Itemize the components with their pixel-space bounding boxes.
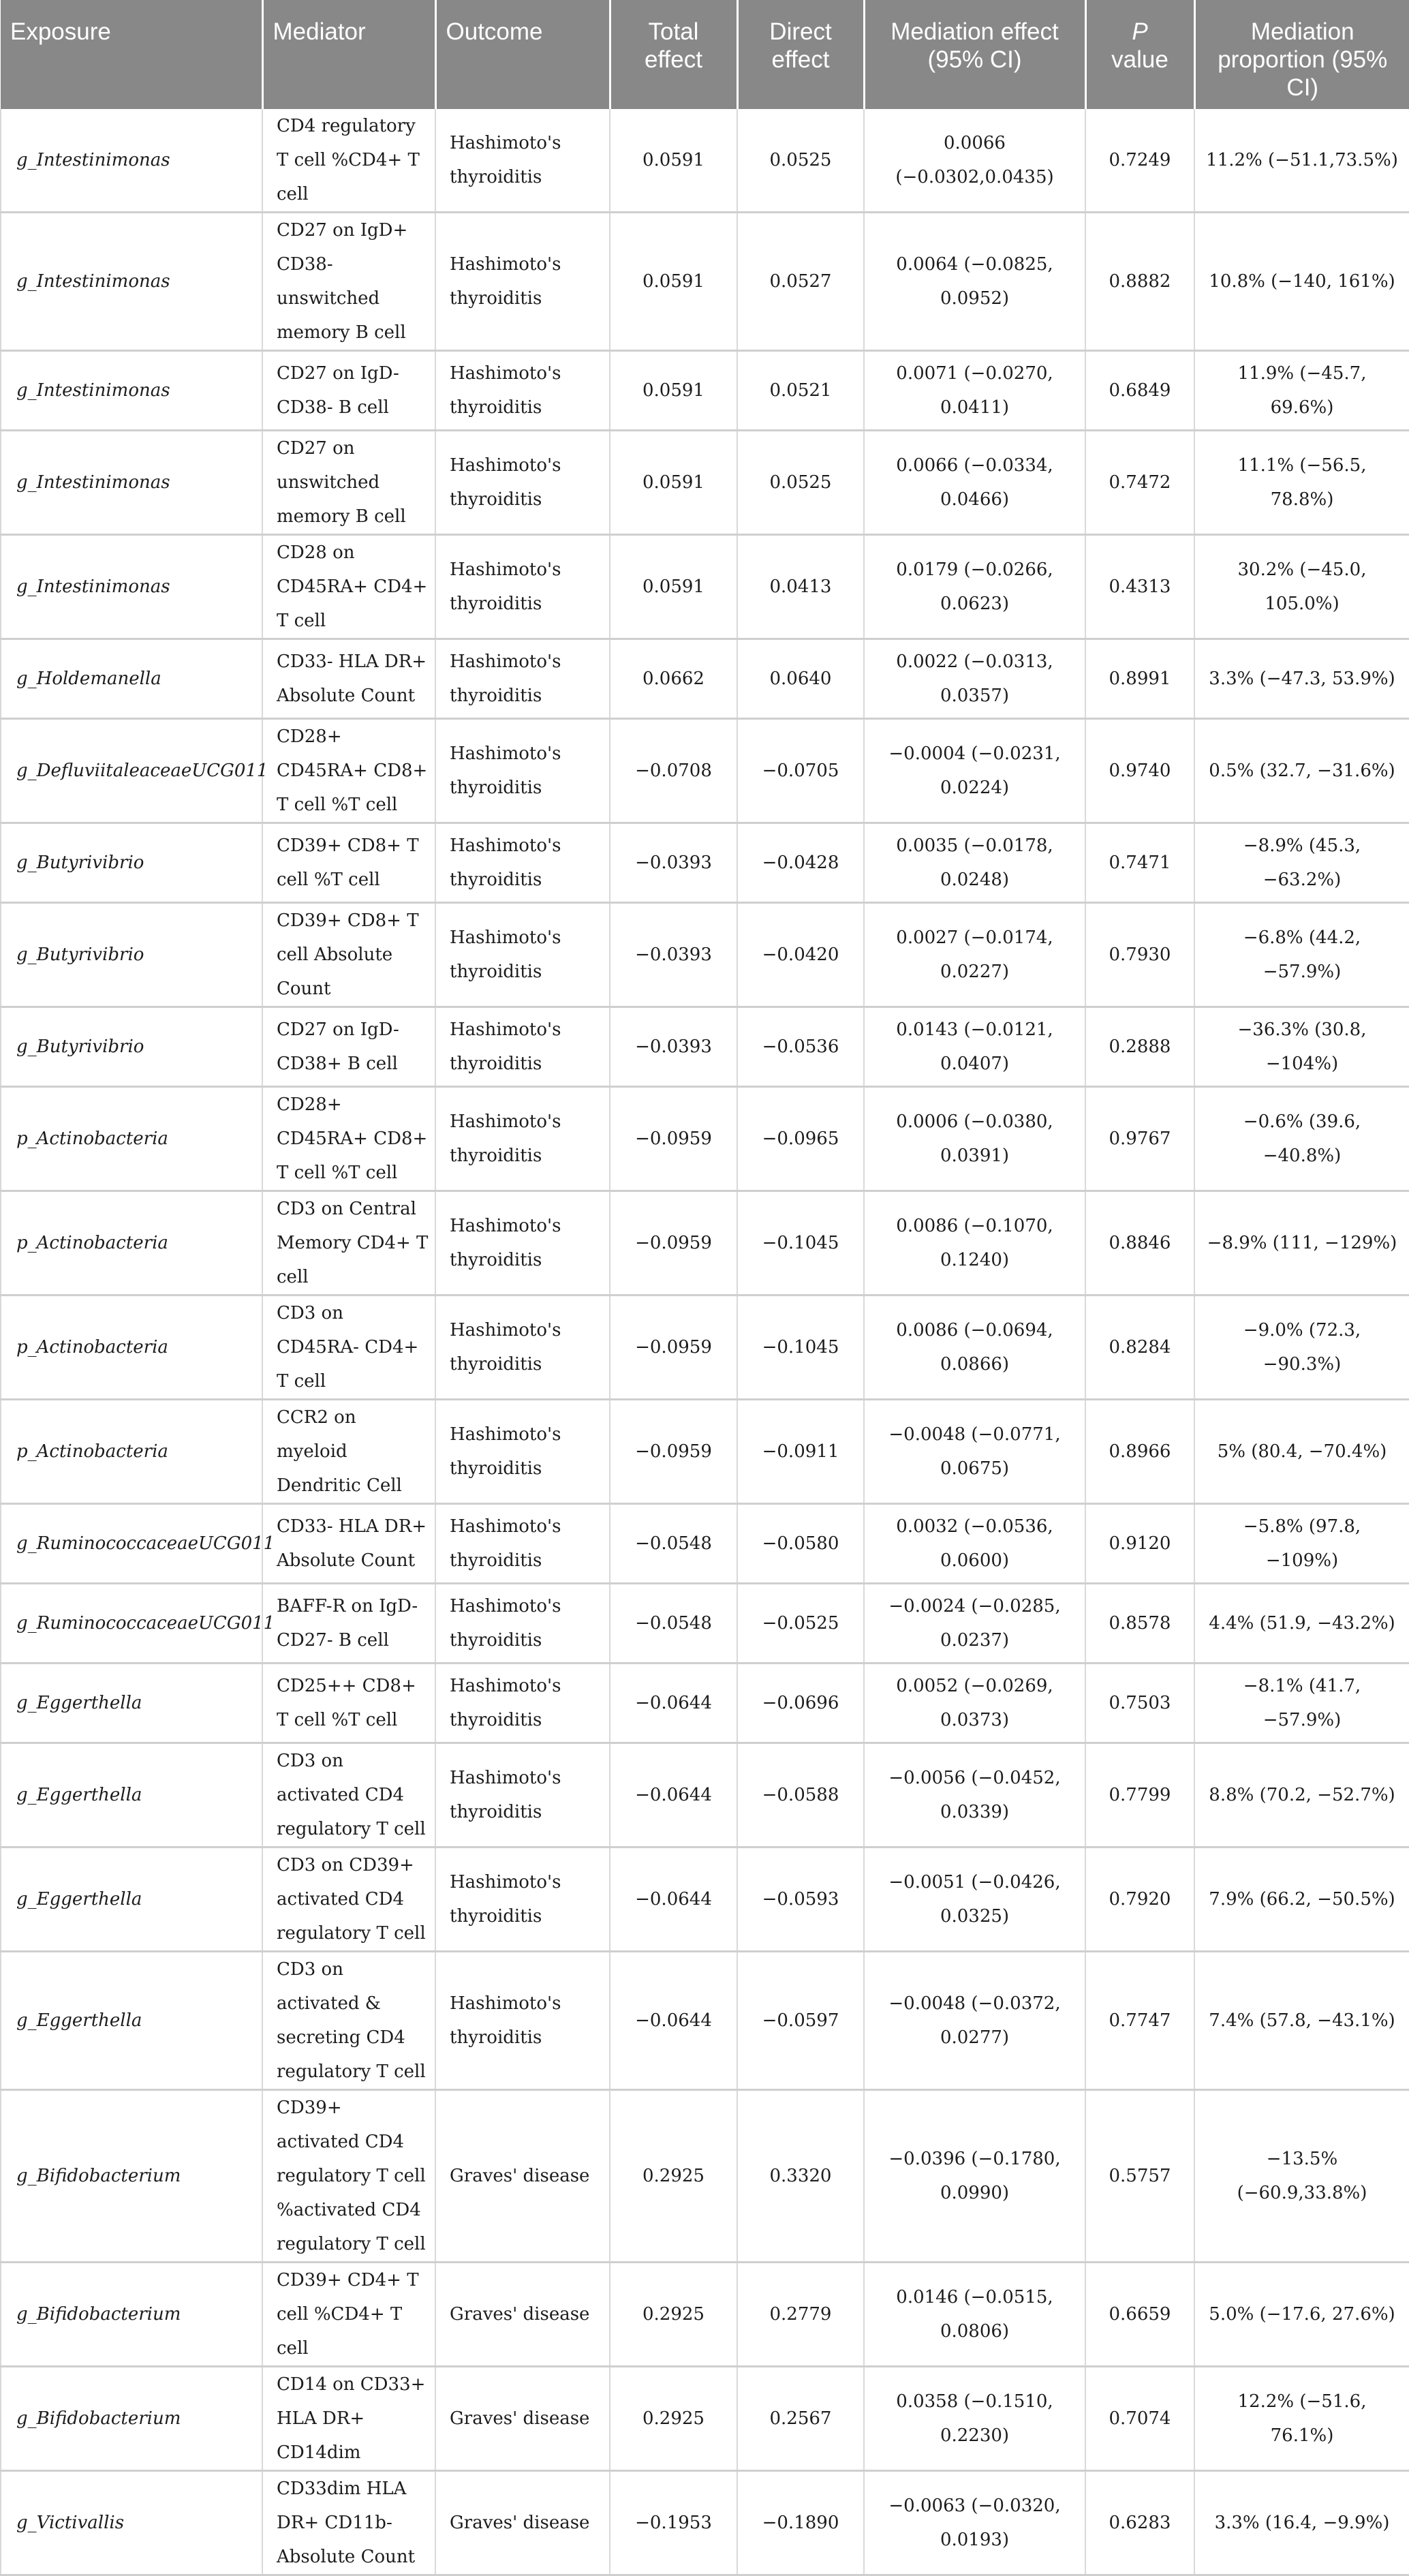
cell-mediator: CD27 on IgD- CD38+ B cell [262,1007,435,1087]
cell-outcome: Graves' disease [435,2090,610,2263]
header-direct-effect: Direct effect [737,0,864,109]
table-row [1,1952,1409,2090]
cell-direct-effect: −0.0593 [737,1847,864,1952]
cell-mediation-proportion: 11.1% (−56.5, 78.8%) [1194,431,1409,535]
cell-mediation-effect: 0.0358 (−0.1510, 0.2230) [864,2367,1085,2471]
cell-p-value: 0.7920 [1085,1847,1194,1952]
cell-mediation-proportion: −36.3% (30.8, −104%) [1194,1007,1409,1087]
cell-mediator: CD3 on CD39+ activated CD4 regulatory T cell [262,1847,435,1952]
cell-total-effect: 0.2925 [610,2090,737,2263]
cell-outcome: Hashimoto's thyroiditis [435,109,610,213]
cell-p-value: 0.9120 [1085,1504,1194,1584]
cell-direct-effect: 0.0640 [737,639,864,719]
table-body [1,109,1409,2575]
cell-p-value: 0.9740 [1085,719,1194,823]
cell-exposure: g_Intestinimonas [1,351,262,431]
cell-outcome: Hashimoto's thyroiditis [435,1952,610,2090]
cell-exposure: p_Actinobacteria [1,1191,262,1295]
cell-p-value: 0.8846 [1085,1191,1194,1295]
cell-outcome: Graves' disease [435,2263,610,2367]
cell-total-effect: −0.0548 [610,1504,737,1584]
cell-mediator: CD4 regulatory T cell %CD4+ T cell [262,109,435,213]
table-row [1,2471,1409,2575]
cell-mediation-proportion: −13.5% (−60.9,33.8%) [1194,2090,1409,2263]
cell-outcome: Hashimoto's thyroiditis [435,639,610,719]
cell-mediator: CD33- HLA DR+ Absolute Count [262,639,435,719]
cell-p-value: 0.9767 [1085,1087,1194,1191]
cell-mediator: CD28+ CD45RA+ CD8+ T cell %T cell [262,719,435,823]
cell-direct-effect: −0.0580 [737,1504,864,1584]
cell-exposure: g_Intestinimonas [1,109,262,213]
cell-outcome: Hashimoto's thyroiditis [435,351,610,431]
cell-mediation-proportion: −8.1% (41.7, −57.9%) [1194,1663,1409,1743]
cell-total-effect: −0.0959 [610,1191,737,1295]
cell-mediation-effect: 0.0146 (−0.0515, 0.0806) [864,2263,1085,2367]
cell-direct-effect: −0.0696 [737,1663,864,1743]
header-p-value [1085,0,1194,109]
table-row [1,1400,1409,1504]
cell-mediation-effect: −0.0004 (−0.0231, 0.0224) [864,719,1085,823]
cell-direct-effect: 0.2779 [737,2263,864,2367]
cell-p-value: 0.7930 [1085,903,1194,1007]
header-p-word: value [1111,46,1168,73]
table-row [1,1087,1409,1191]
cell-exposure: g_Butyrivibrio [1,903,262,1007]
cell-exposure: g_Holdemanella [1,639,262,719]
cell-total-effect: 0.0591 [610,535,737,639]
cell-mediator: CD28+ CD45RA+ CD8+ T cell %T cell [262,1087,435,1191]
cell-total-effect: −0.0959 [610,1295,737,1400]
cell-direct-effect: 0.0525 [737,109,864,213]
cell-outcome: Hashimoto's thyroiditis [435,213,610,351]
cell-total-effect: 0.0591 [610,109,737,213]
cell-exposure: g_Bifidobacterium [1,2367,262,2471]
cell-mediator: CCR2 on myeloid Dendritic Cell [262,1400,435,1504]
cell-total-effect: −0.0644 [610,1743,737,1847]
table-row [1,431,1409,535]
table-row [1,1847,1409,1952]
cell-outcome: Hashimoto's thyroiditis [435,1847,610,1952]
table-row [1,2367,1409,2471]
cell-direct-effect: 0.0413 [737,535,864,639]
cell-outcome: Hashimoto's thyroiditis [435,431,610,535]
cell-total-effect: −0.0708 [610,719,737,823]
cell-mediation-effect: 0.0179 (−0.0266, 0.0623) [864,535,1085,639]
cell-total-effect: 0.2925 [610,2263,737,2367]
cell-direct-effect: −0.0911 [737,1400,864,1504]
cell-mediator: CD39+ activated CD4 regulatory T cell %activated CD4 regulatory T cell [262,2090,435,2263]
cell-outcome: Hashimoto's thyroiditis [435,1663,610,1743]
cell-mediation-proportion: 5.0% (−17.6, 27.6%) [1194,2263,1409,2367]
cell-direct-effect: −0.0536 [737,1007,864,1087]
cell-total-effect: 0.0591 [610,431,737,535]
header-mediation-effect: Mediation effect (95% CI) [864,0,1085,109]
cell-p-value: 0.6283 [1085,2471,1194,2575]
cell-direct-effect: 0.2567 [737,2367,864,2471]
cell-mediator: CD28 on CD45RA+ CD4+ T cell [262,535,435,639]
cell-direct-effect: −0.0420 [737,903,864,1007]
cell-mediation-effect: −0.0048 (−0.0771, 0.0675) [864,1400,1085,1504]
header-exposure: Exposure [1,0,262,109]
cell-mediation-effect: 0.0032 (−0.0536, 0.0600) [864,1504,1085,1584]
cell-mediation-effect: 0.0027 (−0.0174, 0.0227) [864,903,1085,1007]
cell-mediation-effect: −0.0051 (−0.0426, 0.0325) [864,1847,1085,1952]
cell-exposure: g_Victivallis [1,2471,262,2575]
cell-outcome: Hashimoto's thyroiditis [435,1007,610,1087]
cell-exposure: g_Butyrivibrio [1,1007,262,1087]
cell-p-value: 0.8991 [1085,639,1194,719]
cell-mediation-effect: 0.0022 (−0.0313, 0.0357) [864,639,1085,719]
cell-exposure: g_Intestinimonas [1,213,262,351]
cell-exposure: g_Intestinimonas [1,431,262,535]
cell-outcome: Hashimoto's thyroiditis [435,823,610,903]
cell-mediation-effect: −0.0024 (−0.0285, 0.0237) [864,1584,1085,1663]
cell-mediation-effect: 0.0066 (−0.0302,0.0435) [864,109,1085,213]
cell-exposure: g_RuminococcaceaeUCG011 [1,1584,262,1663]
cell-mediator: CD27 on IgD+ CD38- unswitched memory B cell [262,213,435,351]
cell-mediator: CD3 on activated & secreting CD4 regulatory T cell [262,1952,435,2090]
cell-direct-effect: −0.0525 [737,1584,864,1663]
cell-exposure: g_RuminococcaceaeUCG011 [1,1504,262,1584]
table-row [1,1584,1409,1663]
cell-mediation-effect: 0.0066 (−0.0334, 0.0466) [864,431,1085,535]
cell-p-value: 0.6849 [1085,351,1194,431]
header-mediator: Mediator [262,0,435,109]
cell-direct-effect: −0.0428 [737,823,864,903]
cell-total-effect: 0.0662 [610,639,737,719]
header-outcome: Outcome [435,0,610,109]
cell-mediation-proportion: −5.8% (97.8, −109%) [1194,1504,1409,1584]
cell-mediator: CD14 on CD33+ HLA DR+ CD14dim [262,2367,435,2471]
cell-outcome: Hashimoto's thyroiditis [435,1504,610,1584]
table-row [1,1007,1409,1087]
cell-mediation-proportion: 0.5% (32.7, −31.6%) [1194,719,1409,823]
cell-p-value: 0.4313 [1085,535,1194,639]
cell-mediation-proportion: −0.6% (39.6, −40.8%) [1194,1087,1409,1191]
cell-p-value: 0.6659 [1085,2263,1194,2367]
table-row [1,1191,1409,1295]
cell-mediation-effect: −0.0056 (−0.0452, 0.0339) [864,1743,1085,1847]
cell-total-effect: 0.2925 [610,2367,737,2471]
cell-mediator: CD3 on Central Memory CD4+ T cell [262,1191,435,1295]
cell-direct-effect: −0.0965 [737,1087,864,1191]
cell-exposure: g_Bifidobacterium [1,2263,262,2367]
cell-exposure: p_Actinobacteria [1,1295,262,1400]
cell-mediation-effect: −0.0063 (−0.0320, 0.0193) [864,2471,1085,2575]
cell-total-effect: 0.0591 [610,213,737,351]
cell-p-value: 0.7472 [1085,431,1194,535]
cell-total-effect: −0.0548 [610,1584,737,1663]
cell-outcome: Hashimoto's thyroiditis [435,719,610,823]
cell-mediator: CD33dim HLA DR+ CD11b- Absolute Count [262,2471,435,2575]
cell-total-effect: 0.0591 [610,351,737,431]
cell-p-value: 0.7074 [1085,2367,1194,2471]
table-row [1,351,1409,431]
cell-mediation-effect: 0.0143 (−0.0121, 0.0407) [864,1007,1085,1087]
cell-mediation-proportion: 5% (80.4, −70.4%) [1194,1400,1409,1504]
cell-p-value: 0.7747 [1085,1952,1194,2090]
table-row [1,1743,1409,1847]
cell-mediation-proportion: −9.0% (72.3, −90.3%) [1194,1295,1409,1400]
table-row [1,535,1409,639]
cell-outcome: Hashimoto's thyroiditis [435,903,610,1007]
cell-total-effect: −0.0644 [610,1847,737,1952]
cell-direct-effect: −0.0588 [737,1743,864,1847]
cell-exposure: g_Eggerthella [1,1952,262,2090]
cell-mediator: CD33- HLA DR+ Absolute Count [262,1504,435,1584]
cell-p-value: 0.7503 [1085,1663,1194,1743]
cell-mediation-proportion: 11.9% (−45.7, 69.6%) [1194,351,1409,431]
cell-mediation-effect: 0.0035 (−0.0178, 0.0248) [864,823,1085,903]
cell-total-effect: −0.0959 [610,1087,737,1191]
cell-mediation-proportion: 7.9% (66.2, −50.5%) [1194,1847,1409,1952]
cell-mediation-effect: 0.0006 (−0.0380, 0.0391) [864,1087,1085,1191]
cell-mediation-effect: 0.0071 (−0.0270, 0.0411) [864,351,1085,431]
cell-p-value: 0.7471 [1085,823,1194,903]
cell-total-effect: −0.0644 [610,1663,737,1743]
header-total-effect: Total effect [610,0,737,109]
cell-exposure: g_Eggerthella [1,1663,262,1743]
cell-direct-effect: −0.1890 [737,2471,864,2575]
cell-p-value: 0.8966 [1085,1400,1194,1504]
cell-mediation-proportion: −8.9% (111, −129%) [1194,1191,1409,1295]
cell-direct-effect: 0.0521 [737,351,864,431]
table-row [1,2090,1409,2263]
table-row [1,719,1409,823]
cell-mediation-proportion: 8.8% (70.2, −52.7%) [1194,1743,1409,1847]
cell-total-effect: −0.0393 [610,903,737,1007]
table-row [1,639,1409,719]
table-row [1,823,1409,903]
table-row [1,903,1409,1007]
cell-exposure: p_Actinobacteria [1,1087,262,1191]
cell-outcome: Hashimoto's thyroiditis [435,1191,610,1295]
cell-outcome: Hashimoto's thyroiditis [435,1087,610,1191]
cell-outcome: Hashimoto's thyroiditis [435,535,610,639]
cell-mediator: CD39+ CD8+ T cell %T cell [262,823,435,903]
cell-exposure: g_Bifidobacterium [1,2090,262,2263]
cell-total-effect: −0.0393 [610,823,737,903]
cell-p-value: 0.8882 [1085,213,1194,351]
cell-p-value: 0.8284 [1085,1295,1194,1400]
table-row [1,1504,1409,1584]
cell-direct-effect: −0.1045 [737,1191,864,1295]
cell-total-effect: −0.0959 [610,1400,737,1504]
cell-mediator: CD39+ CD8+ T cell Absolute Count [262,903,435,1007]
cell-mediation-effect: 0.0052 (−0.0269, 0.0373) [864,1663,1085,1743]
cell-mediation-proportion: 3.3% (16.4, −9.9%) [1194,2471,1409,2575]
cell-outcome: Hashimoto's thyroiditis [435,1400,610,1504]
cell-direct-effect: 0.0527 [737,213,864,351]
header-row [1,0,1409,109]
cell-mediator: CD39+ CD4+ T cell %CD4+ T cell [262,2263,435,2367]
header-p-letter: P [1132,18,1148,45]
cell-exposure: g_Butyrivibrio [1,823,262,903]
cell-direct-effect: −0.0597 [737,1952,864,2090]
cell-outcome: Hashimoto's thyroiditis [435,1295,610,1400]
cell-mediation-proportion: 10.8% (−140, 161%) [1194,213,1409,351]
cell-mediation-proportion: −6.8% (44.2, −57.9%) [1194,903,1409,1007]
cell-mediator: CD27 on IgD- CD38- B cell [262,351,435,431]
table-row [1,1663,1409,1743]
cell-mediator: BAFF-R on IgD- CD27- B cell [262,1584,435,1663]
cell-mediation-effect: 0.0086 (−0.1070, 0.1240) [864,1191,1085,1295]
cell-outcome: Graves' disease [435,2367,610,2471]
cell-total-effect: −0.0644 [610,1952,737,2090]
table-row [1,109,1409,213]
cell-outcome: Graves' disease [435,2471,610,2575]
cell-direct-effect: −0.0705 [737,719,864,823]
cell-exposure: g_Intestinimonas [1,535,262,639]
table-row [1,1295,1409,1400]
cell-outcome: Hashimoto's thyroiditis [435,1743,610,1847]
table-row [1,213,1409,351]
cell-exposure: g_Eggerthella [1,1743,262,1847]
cell-exposure: p_Actinobacteria [1,1400,262,1504]
cell-exposure: g_Eggerthella [1,1847,262,1952]
cell-mediation-proportion: 30.2% (−45.0, 105.0%) [1194,535,1409,639]
cell-total-effect: −0.1953 [610,2471,737,2575]
cell-direct-effect: 0.0525 [737,431,864,535]
cell-total-effect: −0.0393 [610,1007,737,1087]
cell-p-value: 0.2888 [1085,1007,1194,1087]
cell-mediator: CD3 on CD45RA- CD4+ T cell [262,1295,435,1400]
table-row [1,2263,1409,2367]
cell-mediation-effect: −0.0396 (−0.1780, 0.0990) [864,2090,1085,2263]
cell-mediation-proportion: 7.4% (57.8, −43.1%) [1194,1952,1409,2090]
cell-mediator: CD25++ CD8+ T cell %T cell [262,1663,435,1743]
cell-mediation-effect: 0.0086 (−0.0694, 0.0866) [864,1295,1085,1400]
cell-mediation-proportion: 12.2% (−51.6, 76.1%) [1194,2367,1409,2471]
cell-mediation-proportion: 3.3% (−47.3, 53.9%) [1194,639,1409,719]
cell-mediator: CD3 on activated CD4 regulatory T cell [262,1743,435,1847]
cell-mediator: CD27 on unswitched memory B cell [262,431,435,535]
cell-p-value: 0.7799 [1085,1743,1194,1847]
cell-mediation-proportion: 11.2% (−51.1,73.5%) [1194,109,1409,213]
cell-p-value: 0.7249 [1085,109,1194,213]
cell-direct-effect: 0.3320 [737,2090,864,2263]
cell-mediation-effect: −0.0048 (−0.0372, 0.0277) [864,1952,1085,2090]
header-mediation-proportion: Mediation proportion (95% CI) [1194,0,1409,109]
cell-mediation-effect: 0.0064 (−0.0825, 0.0952) [864,213,1085,351]
cell-p-value: 0.5757 [1085,2090,1194,2263]
cell-exposure: g_DefluviitaleaceaeUCG011 [1,719,262,823]
cell-outcome: Hashimoto's thyroiditis [435,1584,610,1663]
cell-mediation-proportion: 4.4% (51.9, −43.2%) [1194,1584,1409,1663]
cell-direct-effect: −0.1045 [737,1295,864,1400]
cell-p-value: 0.8578 [1085,1584,1194,1663]
cell-mediation-proportion: −8.9% (45.3, −63.2%) [1194,823,1409,903]
